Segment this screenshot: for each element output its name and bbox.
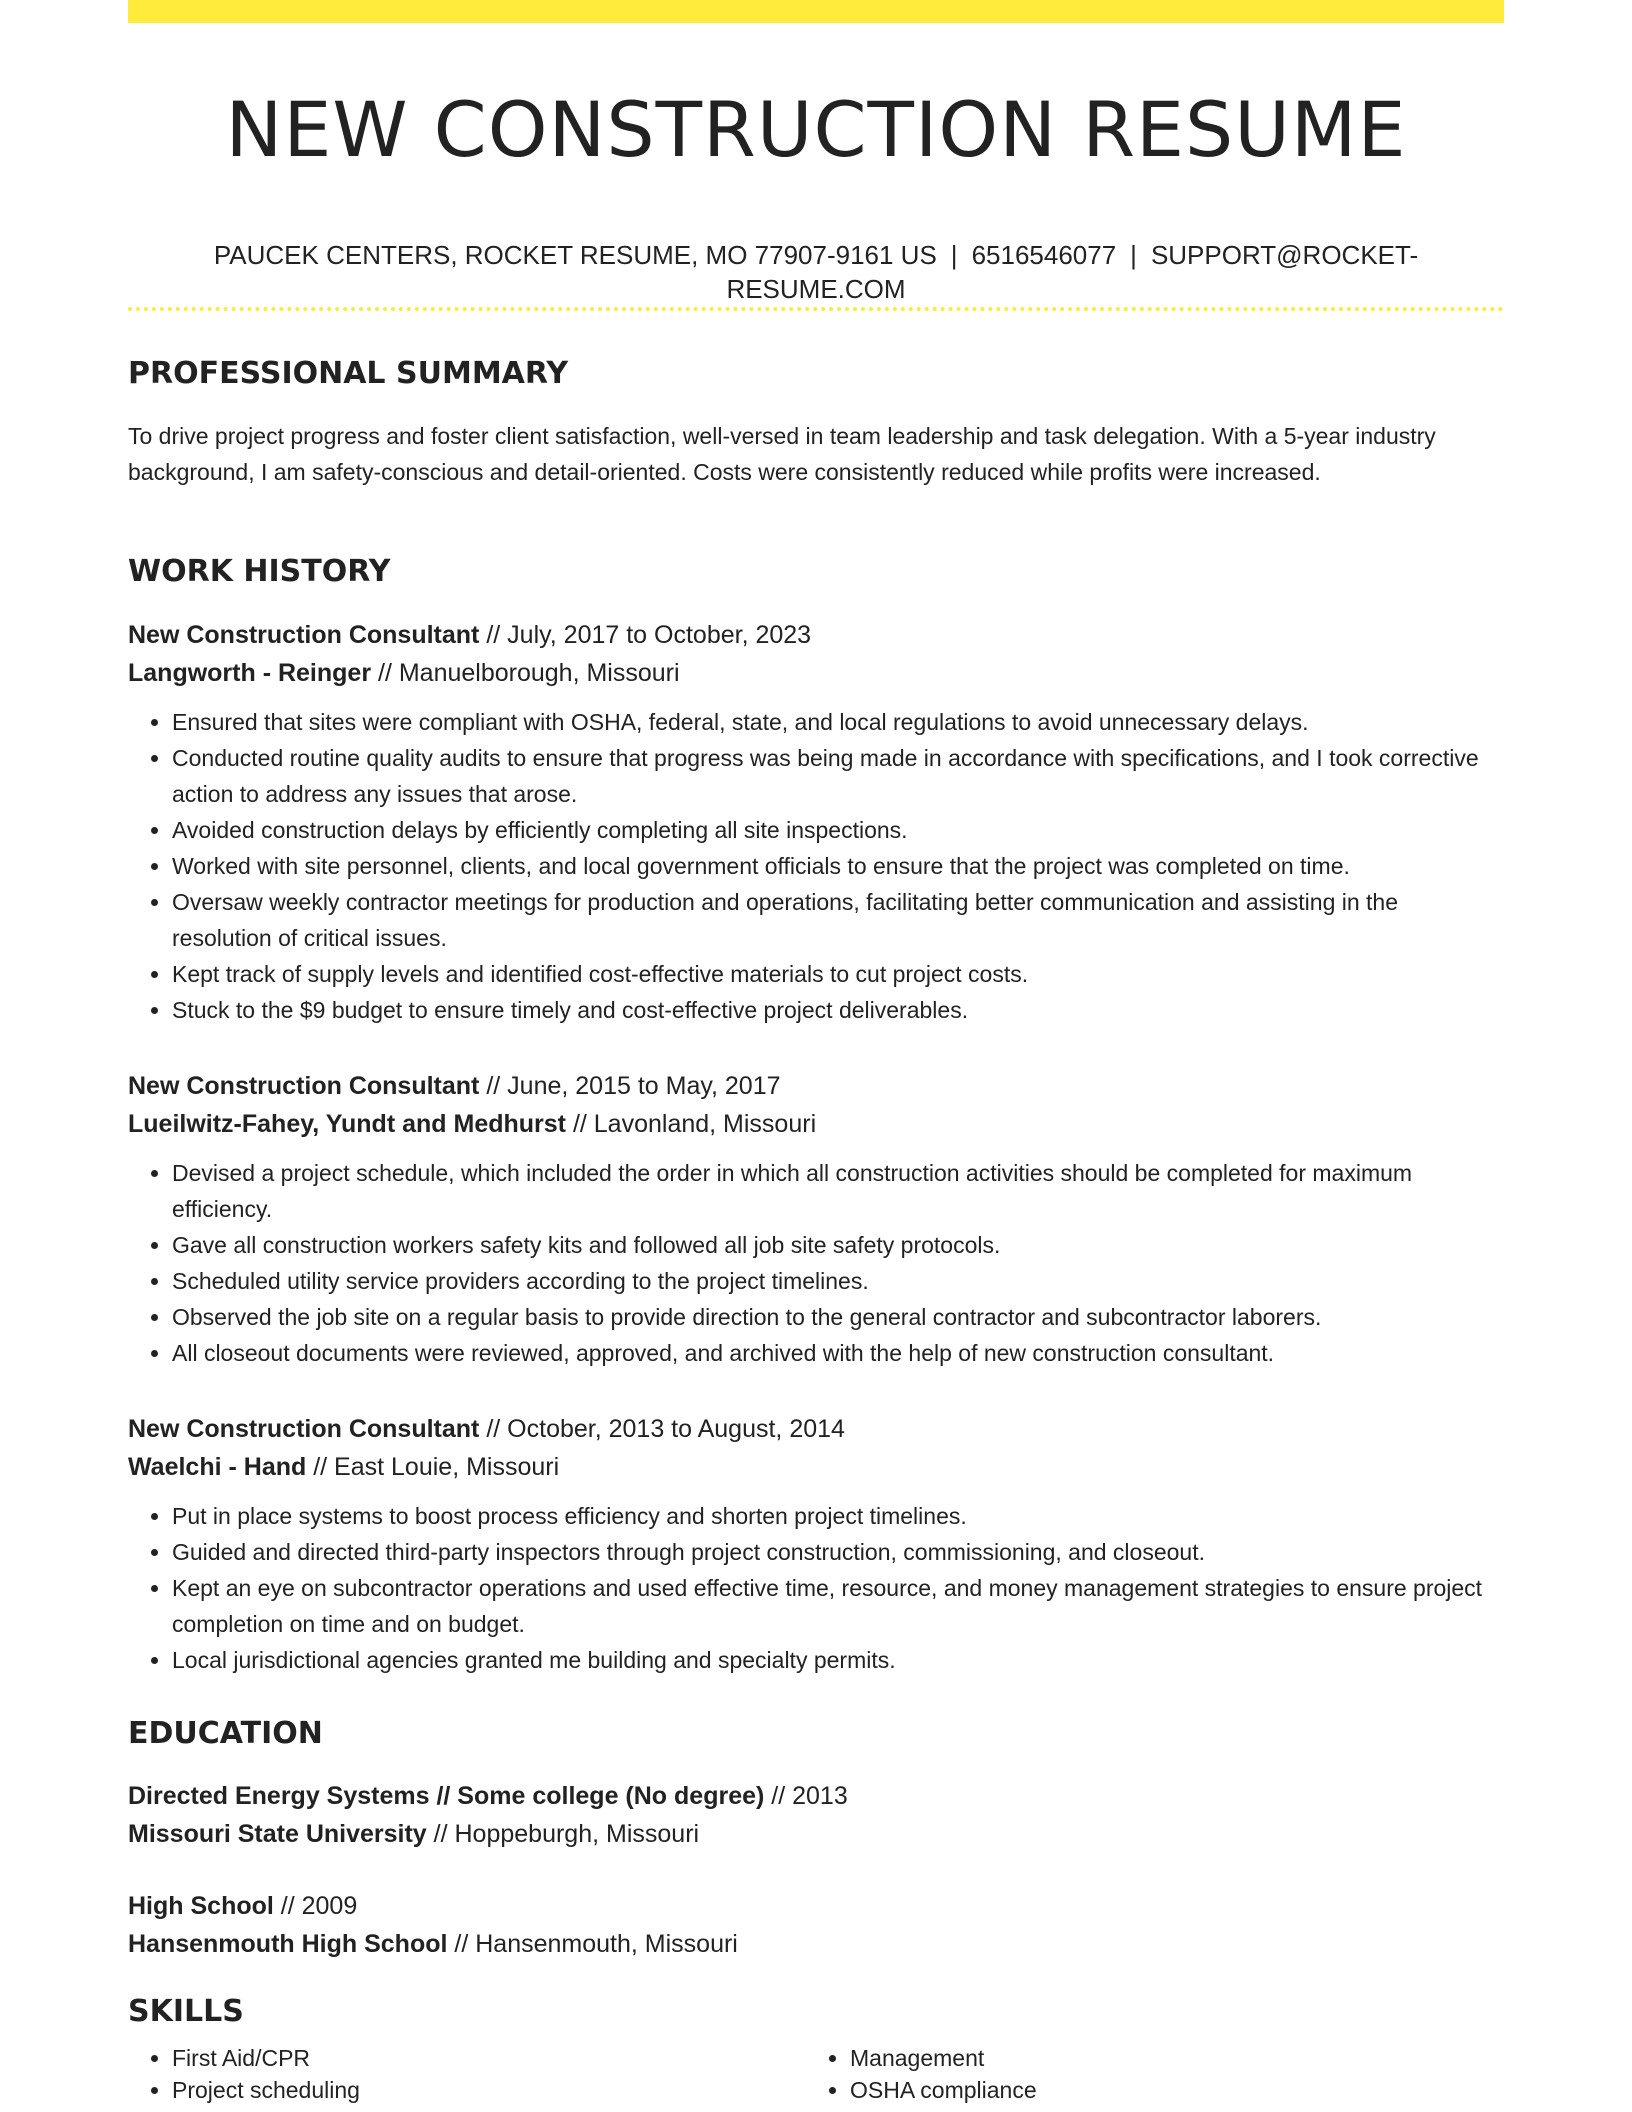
contact-address: PAUCEK CENTERS, ROCKET RESUME, MO 77907-9161 US [213, 240, 937, 270]
job-company-line [128, 1105, 1504, 1143]
job-company: Waelchi - Hand [128, 1453, 307, 1481]
education-entry [128, 1887, 1504, 1963]
job-entry [128, 1067, 1504, 1371]
job-bullets [128, 704, 1504, 1028]
skills-list [128, 2042, 1504, 2106]
education-school-line [128, 1925, 1504, 1963]
education-year: // 2013 [764, 1782, 848, 1810]
contact-separator: | [950, 240, 958, 270]
education-location: // Hansenmouth, Missouri [447, 1930, 738, 1958]
contact-separator: | [1130, 240, 1137, 270]
education-degree-line [128, 1887, 1504, 1925]
job-entry [128, 616, 1504, 1028]
job-company: Lueilwitz-Fahey, Yundt and Medhurst [128, 1110, 566, 1138]
skill-item: • Management [850, 2042, 1484, 2074]
skills-column-right [806, 2042, 1484, 2106]
job-bullet: • Gave all construction workers safety kits and followed all job site safety protocols. [172, 1227, 1504, 1263]
dotted-divider [128, 307, 1504, 311]
job-bullet: • Guided and directed third-party inspectors through project construction, commissioning, and closeout. [172, 1534, 1504, 1570]
skills-column-left [128, 2042, 806, 2106]
job-bullet: • Ensured that sites were compliant with OSHA, federal, state, and local regulations to avoid unnecessary delays. [172, 704, 1504, 740]
education-heading: EDUCATION [128, 1716, 323, 1751]
skill-item: • First Aid/CPR [172, 2042, 806, 2074]
skill-item: • Project scheduling [172, 2074, 806, 2106]
job-title-line [128, 1067, 1504, 1105]
work-history-heading: WORK HISTORY [128, 554, 391, 589]
education-school: Hansenmouth High School [128, 1930, 448, 1958]
job-bullet: • Worked with site personnel, clients, and local government officials to ensure that the project was completed on time. [172, 848, 1504, 884]
contact-phone: 6516546077 [971, 240, 1117, 270]
top-accent-bar [128, 0, 1504, 23]
job-title-line [128, 616, 1504, 654]
job-bullet: • Local jurisdictional agencies granted me building and specialty permits. [172, 1642, 1504, 1678]
job-dates: // July, 2017 to October, 2023 [479, 621, 812, 649]
job-bullets [128, 1498, 1504, 1678]
skills-heading: SKILLS [128, 1994, 244, 2029]
job-bullet: • Observed the job site on a regular basis to provide direction to the general contractor and subcontractor laborers. [172, 1299, 1504, 1335]
job-bullets [128, 1155, 1504, 1371]
summary-text: To drive project progress and foster client satisfaction, well-versed in team leadership and task delegation. With a 5-year industry background, I am safety-conscious and detail-oriented. Costs were consistently reduced while profits were increased. [128, 423, 1436, 485]
job-location: // Manuelborough, Missouri [371, 659, 680, 687]
job-bullet: • Scheduled utility service providers according to the project timelines. [172, 1263, 1504, 1299]
job-bullet: • Oversaw weekly contractor meetings for production and operations, facilitating better communication and assisting in the resolution of critical issues. [172, 884, 1504, 956]
education-degree: Directed Energy Systems // Some college (No degree) [128, 1782, 765, 1810]
job-bullet: • Conducted routine quality audits to ensure that progress was being made in accordance with specifications, and I took corrective action to address any issues that arose. [172, 740, 1504, 812]
job-bullet: • All closeout documents were reviewed, approved, and archived with the help of new construction consultant. [172, 1335, 1504, 1371]
job-company: Langworth - Reinger [128, 659, 372, 687]
summary-heading: PROFESSIONAL SUMMARY [128, 356, 569, 391]
job-bullet: • Avoided construction delays by efficiently completing all site inspections. [172, 812, 1504, 848]
job-bullet: • Kept an eye on subcontractor operations and used effective time, resource, and money management strategies to ensure project completion on time and on budget. [172, 1570, 1504, 1642]
education-year: // 2009 [273, 1892, 358, 1920]
education-degree: High School [128, 1892, 274, 1920]
job-bullet: • Stuck to the $9 budget to ensure timely and cost-effective project deliverables. [172, 992, 1504, 1028]
contact-email: SUPPORT@ROCKET-RESUME.COM [726, 240, 1419, 304]
job-dates: // October, 2013 to August, 2014 [479, 1415, 845, 1443]
job-bullet: • Put in place systems to boost process efficiency and shorten project timelines. [172, 1498, 1504, 1534]
education-degree-line [128, 1777, 1504, 1815]
job-entry [128, 1410, 1504, 1678]
education-location: // Hoppeburgh, Missouri [426, 1820, 700, 1848]
job-title: New Construction Consultant [128, 1072, 480, 1100]
job-title: New Construction Consultant [128, 1415, 480, 1443]
skill-item: • OSHA compliance [850, 2074, 1484, 2106]
resume-title: NEW CONSTRUCTION RESUME [225, 85, 1407, 174]
job-company-line [128, 654, 1504, 692]
contact-line [128, 238, 1504, 306]
education-school: Missouri State University [128, 1820, 427, 1848]
job-location: // East Louie, Missouri [306, 1453, 560, 1481]
job-title-line [128, 1410, 1504, 1448]
education-entry [128, 1777, 1504, 1853]
job-bullet: • Devised a project schedule, which included the order in which all construction activities should be completed for maximum efficiency. [172, 1155, 1504, 1227]
job-title: New Construction Consultant [128, 621, 480, 649]
job-company-line [128, 1448, 1504, 1486]
job-bullet: • Kept track of supply levels and identified cost-effective materials to cut project costs. [172, 956, 1504, 992]
job-location: // Lavonland, Missouri [566, 1110, 817, 1138]
job-dates: // June, 2015 to May, 2017 [479, 1072, 781, 1100]
education-school-line [128, 1815, 1504, 1853]
